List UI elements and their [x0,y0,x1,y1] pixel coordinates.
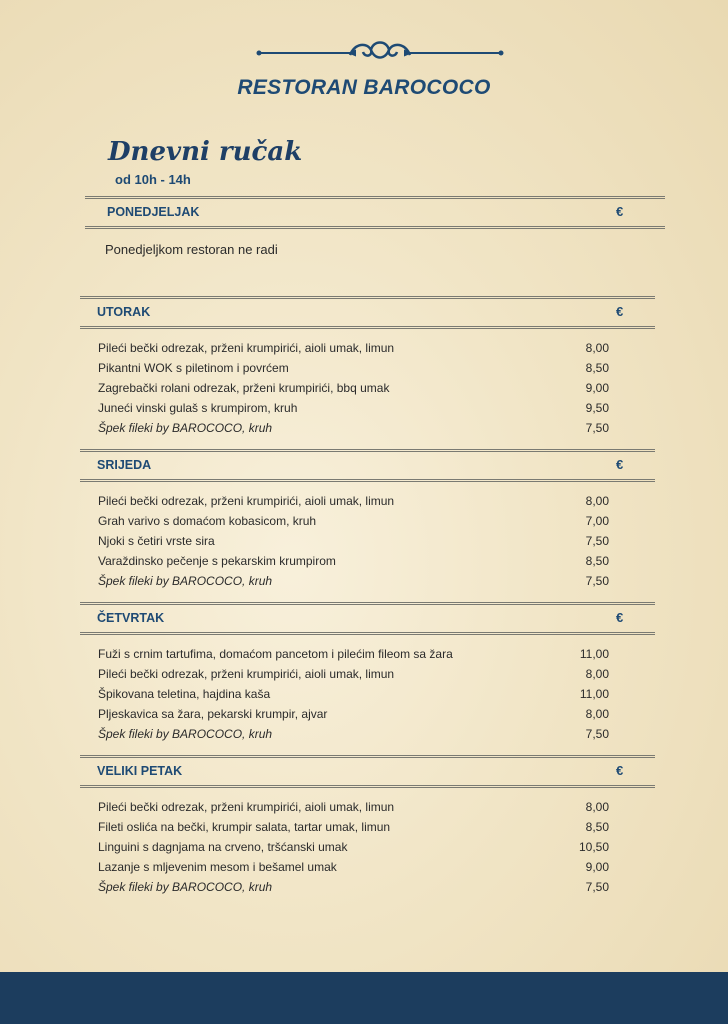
item-price: 9,50 [585,401,609,415]
item-name: Špek fileki by BAROCOCO, kruh [98,421,273,435]
day-section [80,449,655,591]
item-price: 7,50 [585,880,609,894]
day-section [80,602,655,744]
item-name: Špek fileki by BAROCOCO, kruh [98,574,273,588]
menu-item [98,837,632,857]
page-title: Dnevni ručak [108,137,303,167]
day-label: SRIJEDA [97,458,152,472]
item-name: Pileći bečki odrezak, prženi krumpirići, aioli umak, limun [98,494,395,508]
baroque-ornament-icon [255,38,505,68]
item-name: Zagrebački rolani odrezak, prženi krumpirići, bbq umak [98,381,390,395]
item-name: Lazanje s mljevenim mesom i bešamel umak [98,860,337,874]
item-name: Špek fileki by BAROCOCO, kruh [98,880,273,894]
day-label: UTORAK [97,305,151,319]
item-price: 10,50 [578,840,609,854]
item-price: 8,00 [585,667,609,681]
item-name: Njoki s četiri vrste sira [98,534,215,548]
menu-item [98,531,632,551]
item-price: 8,00 [585,494,609,508]
closed-note: Ponedjeljkom restoran ne radi [105,242,278,257]
day-header [80,602,655,635]
item-price: 7,50 [585,727,609,741]
day-label: PONEDJELJAK [107,205,200,219]
item-name: Špek fileki by BAROCOCO, kruh [98,727,273,741]
menu-item [98,664,632,684]
day-section [80,296,655,438]
day-header [85,196,665,229]
item-price: 8,00 [585,707,609,721]
item-price: 9,00 [585,860,609,874]
menu-item [98,797,632,817]
currency-label: € [616,457,624,472]
menu-item [98,724,632,744]
item-name: Linguini s dagnjama na crveno, tršćanski umak [98,840,348,854]
item-name: Fileti oslića na bečki, krumpir salata, tartar umak, limun [98,820,391,834]
serving-hours: od 10h - 14h [115,172,191,187]
menu-item [98,704,632,724]
item-name: Pileći bečki odrezak, prženi krumpirići, aioli umak, limun [98,341,395,355]
menu-item [98,511,632,531]
item-name: Varaždinsko pečenje s pekarskim krumpirom [98,554,336,568]
item-name: Pikantni WOK s piletinom i povrćem [98,361,289,375]
item-name: Juneći vinski gulaš s krumpirom, kruh [98,401,298,415]
item-name: Pljeskavica sa žara, pekarski krumpir, ajvar [98,707,328,721]
item-price: 8,00 [585,800,609,814]
menu-item [98,817,632,837]
menu-item [98,418,632,438]
item-name: Pileći bečki odrezak, prženi krumpirići, aioli umak, limun [98,800,395,814]
day-label: ČETVRTAK [97,611,165,625]
item-name: Pileći bečki odrezak, prženi krumpirići, aioli umak, limun [98,667,395,681]
menu-item [98,338,632,358]
item-price: 8,00 [585,341,609,355]
day-header [80,449,655,482]
item-price: 7,50 [585,574,609,588]
item-price: 7,50 [585,534,609,548]
restaurant-name: RESTORAN BAROCOCO [237,76,491,99]
currency-label: € [616,610,624,625]
menu-item [98,684,632,704]
menu-item [98,571,632,591]
item-price: 8,50 [585,820,609,834]
item-name: Grah varivo s domaćom kobasicom, kruh [98,514,317,528]
menu-item [98,877,632,897]
item-name: Špikovana teletina, hajdina kaša [98,687,271,701]
menu-item [98,378,632,398]
item-price: 11,00 [579,687,609,701]
item-price: 8,50 [585,361,609,375]
item-price: 7,00 [585,514,609,528]
item-price: 8,50 [585,554,609,568]
menu-item [98,857,632,877]
menu-item [98,358,632,378]
item-price: 9,00 [585,381,609,395]
item-price: 7,50 [585,421,609,435]
currency-label: € [616,204,624,219]
menu-item [98,551,632,571]
footer-band [0,972,728,1024]
item-price: 11,00 [579,647,609,661]
currency-label: € [616,304,624,319]
currency-label: € [616,763,624,778]
day-header [80,755,655,788]
menu-item [98,398,632,418]
day-section [85,196,665,266]
menu-item [98,491,632,511]
day-header [80,296,655,329]
day-label: VELIKI PETAK [97,764,183,778]
menu-item [98,644,632,664]
item-name: Fuži s crnim tartufima, domaćom pancetom i pilećim fileom sa žara [98,647,453,661]
day-section [80,755,655,897]
